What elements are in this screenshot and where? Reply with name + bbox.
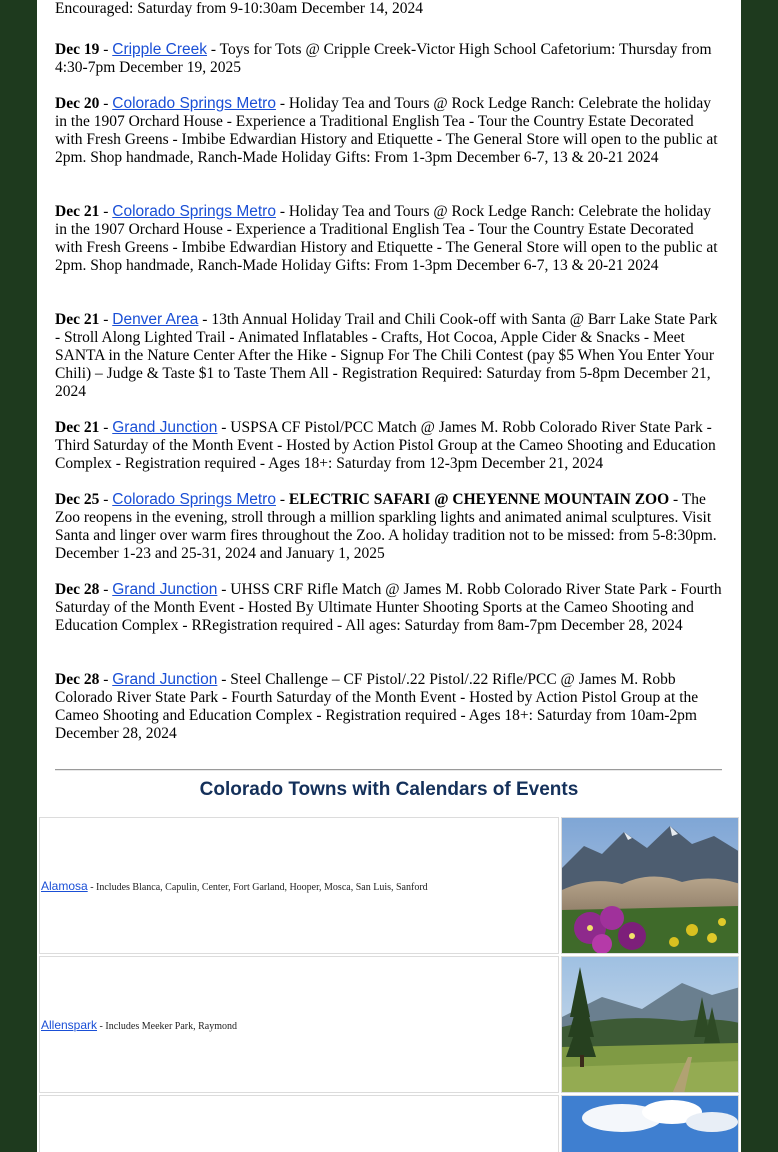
event-location-link[interactable]: Grand Junction <box>112 671 218 688</box>
town-row <box>39 1095 739 1152</box>
event-date: Dec 28 <box>55 581 100 598</box>
section-divider <box>55 769 722 771</box>
event-item: Dec 19 - Cripple Creek - Toys for Tots @ Cripple Creek-Victor High School Cafetorium: Thursday from 4:30-7pm December 19, 2025 <box>55 41 712 76</box>
town-row <box>39 956 739 1093</box>
town-photo-alamosa[interactable] <box>561 817 739 954</box>
event-item: Dec 21 - Colorado Springs Metro - Holiday Tea and Tours @ Rock Ledge Ranch: Celebrate the holiday in the 1907 Orchard House - Experience a Traditional English Tea - Tour the Country Estate Decorated with Fresh Greens - Imbibe Edwardian History and Etiquette - The General Store will open to the public at 2pm. Shop handmade, Ranch-Made Holiday Gifts: From 1-3pm December 6-7, 13 & 20-21 2024 <box>55 203 718 274</box>
event-date: Dec 28 <box>55 671 100 688</box>
event-item: Dec 21 - Grand Junction - USPSA CF Pistol/PCC Match @ James M. Robb Colorado River State Park - Third Saturday of the Month Event - Hosted by Action Pistol Group at the Cameo Shooting and Education Complex - Registration required - Ages 18+: Saturday from 12-3pm December 21, 2024 <box>55 419 716 472</box>
town-cell <box>39 817 559 954</box>
event-date: Dec 21 <box>55 203 100 220</box>
event-date: Dec 21 <box>55 419 100 436</box>
town-link-allenspark[interactable]: Allenspark <box>41 1017 98 1032</box>
event-description: - Steel Challenge – CF Pistol/.22 Pistol/.22 Rifle/PCC @ James M. Robb Colorado River State Park - Fourth Saturday of the Month Event - Hosted by Action Pistol Group at the Cameo Shooting and Education Complex - Registration required - Ages 18+: Saturday from 10am-2pm December 28, 2024 <box>55 671 699 742</box>
town-link-alamosa[interactable]: Alamosa <box>41 878 88 893</box>
event-item: Dec 25 - Colorado Springs Metro - ELECTRIC SAFARI @ CHEYENNE MOUNTAIN ZOO - The Zoo reopens in the evening, stroll through a million sparkling lights and animated animal sculptures. Visit Santa and linger over warm fires throughout the Zoo. A holiday tradition not to be missed: from 5-8:30pm. December 1-23 and 25-31, 2024 and January 1, 2025 <box>55 491 717 562</box>
event-description: - Holiday Tea and Tours @ Rock Ledge Ranch: Celebrate the holiday in the 1907 Orchard House - Experience a Traditional English Tea - Tour the Country Estate Decorated with Fresh Greens - Imbibe Edwardian History and Etiquette - The General Store will open to the public at 2pm. Shop handmade, Ranch-Made Holiday Gifts: From 1-3pm December 6-7, 13 & 20-21 2024 <box>55 203 718 274</box>
event-date: Dec 21 <box>55 311 100 328</box>
event-description: - Holiday Tea and Tours @ Rock Ledge Ranch: Celebrate the holiday in the 1907 Orchard House - Experience a Traditional English Tea - Tour the Country Estate Decorated with Fresh Greens - Imbibe Edwardian History and Etiquette - The General Store will open to the public at 2pm. Shop handmade, Ranch-Made Holiday Gifts: From 1-3pm December 6-7, 13 & 20-21 2024 <box>55 95 718 166</box>
event-item: Dec 21 - Denver Area - 13th Annual Holiday Trail and Chili Cook-off with Santa @ Barr Lake State Park - Stroll Along Lighted Trail - Animated Inflatables - Crafts, Hot Cocoa, Apple Cider & Snacks - Meet SANTA in the Nature Center After the Hike - Signup For The Chili Contest (pay $5 When You Enter Your Chili) – Judge & Taste $1 to Taste Them All - Registration Required: Saturday from 5-8pm December 21, 2024 <box>55 311 718 400</box>
event-item: Dec 20 - Colorado Springs Metro - Holiday Tea and Tours @ Rock Ledge Ranch: Celebrate the holiday in the 1907 Orchard House - Experience a Traditional English Tea - Tour the Country Estate Decorated with Fresh Greens - Imbibe Edwardian History and Etiquette - The General Store will open to the public at 2pm. Shop handmade, Ranch-Made Holiday Gifts: From 1-3pm December 6-7, 13 & 20-21 2024 <box>55 95 718 166</box>
event-description: - Toys for Tots @ Cripple Creek-Victor High School Cafetorium: Thursday from 4:30-7pm December 19, 2025 <box>55 41 712 76</box>
sand-dunes-wildflowers-image <box>562 818 739 954</box>
event-item: Dec 28 - Grand Junction - Steel Challenge – CF Pistol/.22 Pistol/.22 Rifle/PCC @ James M. Robb Colorado River State Park - Fourth Saturday of the Month Event - Hosted by Action Pistol Group at the Cameo Shooting and Education Complex - Registration required - Ages 18+: Saturday from 10am-2pm December 28, 2024 <box>55 671 699 742</box>
content-panel <box>37 0 741 1152</box>
event-date: Dec 19 <box>55 41 100 58</box>
event-item: Dec 28 - Grand Junction - UHSS CRF Rifle Match @ James M. Robb Colorado River State Park - Fourth Saturday of the Month Event - Hosted By Ultimate Hunter Shooting Sports at the Cameo Shooting and Education Complex - RRegistration required - All ages: Saturday from 8am-7pm December 28, 2024 <box>55 581 722 634</box>
town-cell <box>39 1095 559 1152</box>
event-location-link[interactable]: Colorado Springs Metro <box>112 491 276 508</box>
town-photo[interactable] <box>561 1095 739 1152</box>
event-item <box>55 0 723 18</box>
mountain-meadow-image <box>562 957 739 1093</box>
event-title: ELECTRIC SAFARI @ CHEYENNE MOUNTAIN ZOO <box>288 491 670 508</box>
town-row <box>39 817 739 954</box>
event-location-link[interactable]: Grand Junction <box>112 581 218 598</box>
event-description: - The Zoo reopens in the evening, stroll through a million sparkling lights and animated animal sculptures. Visit Santa and linger over warm fires throughout the Zoo. A holiday tradition not to be missed: from 5-8:30pm. December 1-23 and 25-31, 2024 and January 1, 2025 <box>55 491 717 562</box>
event-description: - UHSS CRF Rifle Match @ James M. Robb Colorado River State Park - Fourth Saturday of the Month Event - Hosted By Ultimate Hunter Shooting Sports at the Cameo Shooting and Education Complex - RRegistration required - All ages: Saturday from 8am-7pm December 28, 2024 <box>55 581 722 634</box>
event-date: Dec 20 <box>55 95 100 112</box>
event-location-link[interactable]: Colorado Springs Metro <box>112 95 276 112</box>
event-description: - USPSA CF Pistol/PCC Match @ James M. Robb Colorado River State Park - Third Saturday of the Month Event - Hosted by Action Pistol Group at the Cameo Shooting and Education Complex - Registration required - Ages 18+: Saturday from 12-3pm December 21, 2024 <box>55 419 716 472</box>
event-location-link[interactable]: Grand Junction <box>112 419 218 436</box>
event-date: Dec 25 <box>55 491 100 508</box>
town-includes: - Includes Meeker Park, Raymond <box>97 1020 237 1032</box>
event-location-link[interactable]: Cripple Creek <box>112 41 208 58</box>
event-description: Encouraged: Saturday from 9-10:30am December 14, 2024 <box>55 0 424 17</box>
event-location-link[interactable]: Denver Area <box>112 311 199 328</box>
town-photo-allenspark[interactable] <box>561 956 739 1093</box>
town-cell <box>39 956 559 1093</box>
event-description: - 13th Annual Holiday Trail and Chili Cook-off with Santa @ Barr Lake State Park - Stroll Along Lighted Trail - Animated Inflatables - Crafts, Hot Cocoa, Apple Cider & Snacks - Meet SANTA in the Nature Center After the Hike - Signup For The Chili Contest (pay $5 When You Enter Your Chili) – Judge & Taste $1 to Taste Them All - Registration Required: Saturday from 5-8pm December 21, 2024 <box>55 311 718 400</box>
towns-heading: Colorado Towns with Calendars of Events <box>199 779 579 800</box>
event-location-link[interactable]: Colorado Springs Metro <box>112 203 276 220</box>
town-includes: - Includes Blanca, Capulin, Center, Fort Garland, Hooper, Mosca, San Luis, Sanford <box>87 881 428 893</box>
blue-sky-clouds-image <box>562 1096 739 1152</box>
